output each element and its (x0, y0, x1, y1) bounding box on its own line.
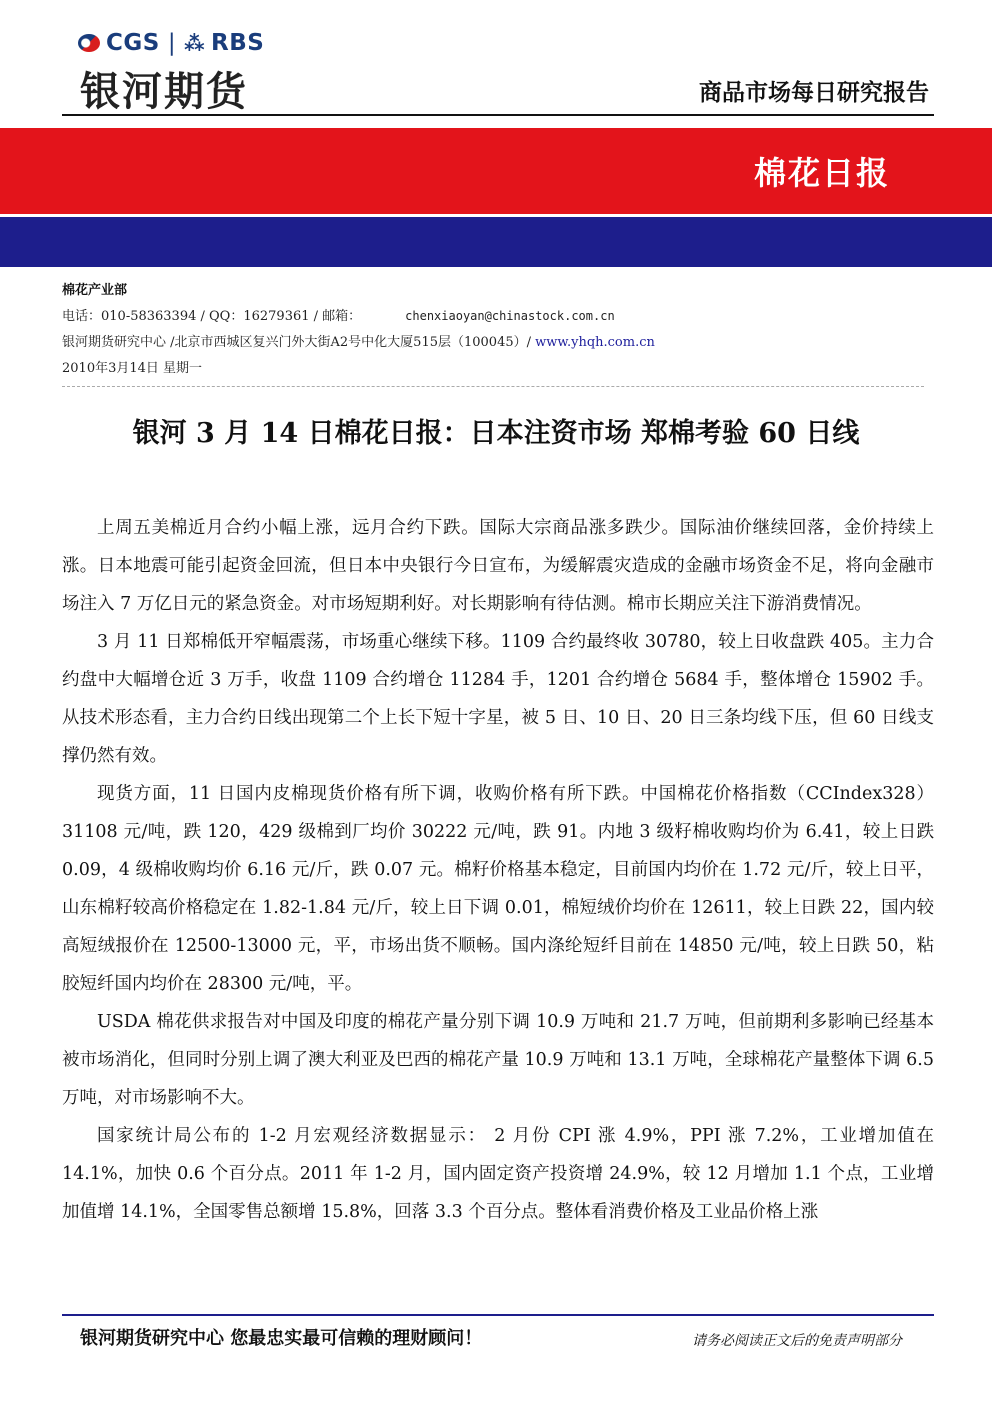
report-body (62, 509, 934, 1231)
document-title: 银河 3 月 14 日棉花日报：日本注资市场 郑棉考验 60 日线 (132, 418, 860, 449)
logo-separator: | (167, 30, 177, 56)
department: 棉花产业部 (62, 283, 128, 298)
logo-rbs-text: RBS (211, 30, 265, 56)
cgs-swirl-icon (78, 34, 100, 52)
rbs-daisy-icon: ⁂ (184, 31, 206, 55)
contact-line (62, 305, 615, 324)
contact-phone-qq: 电话：010-58363394 / QQ：16279361 / 邮箱： (62, 309, 362, 324)
contact-email[interactable]: chenxiaoyan@chinastock.com.cn (405, 309, 615, 323)
report-type: 商品市场每日研究报告 (699, 80, 929, 106)
report-date: 2010年3月14日 星期一 (62, 361, 203, 376)
logo-cgs-text: CGS (106, 30, 160, 56)
paragraph: 上周五美棉近月合约小幅上涨，远月合约下跌。国际大宗商品涨多跌少。国际油价继续回落，金价持续上涨。日本地震可能引起资金回流，但日本中央银行今日宣布，为缓解震灾造成的金融市场资金不足，将向金融市场注入 7 万亿日元的紧急资金。对市场短期利好。对长期影响有待估测。棉市长期应关注下游消费情况。 (62, 518, 934, 614)
footer-divider (62, 1314, 934, 1316)
header-divider (62, 114, 934, 116)
address-text: 银河期货研究中心 /北京市西城区复兴门外大街A2号中化大厦515层（100045）/ (62, 335, 536, 350)
banner-title: 棉花日报 (753, 154, 890, 192)
company-name: 银河期货 (80, 69, 248, 115)
navy-band (0, 217, 992, 267)
website-link[interactable]: www.yhqh.com.cn (535, 335, 655, 350)
address-line (62, 331, 655, 350)
footer-slogan: 银河期货研究中心 您最忠实最可信赖的理财顾问！ (80, 1328, 483, 1349)
company-logo (78, 30, 264, 56)
paragraph: 国家统计局公布的 1-2 月宏观经济数据显示： 2 月份 CPI 涨 4.9%，PPI 涨 7.2%，工业增加值在 14.1%，加快 0.6 个百分点。2011 年 1-2 月，国内固定资产投资增 24.9%，较 12 月增加 1.1 个点，工业增加值增 14.1%，全国零售总额增 15.8%，回落 3.3 个百分点。整体看消费价格及工业品价格上涨 (62, 1126, 934, 1222)
paragraph: 现货方面，11 日国内皮棉现货价格有所下调，收购价格有所下跌。中国棉花价格指数（CCIndex328）31108 元/吨，跌 120，429 级棉到厂均价 30222 元/吨，跌 91。内地 3 级籽棉收购均价为 6.41，较上日跌 0.09，4 级棉收购均价 6.16 元/斤，跌 0.07 元。棉籽价格基本稳定，目前国内均价在 1.72 元/斤，较上日平，山东棉籽较高价格稳定在 1.82-1.84 元/斤，较上日下调 0.01，棉短绒价均价在 12611，较上日跌 22，国内较高短绒报价在 12500-13000 元，平，市场出货不顺畅。国内涤纶短纤目前在 14850 元/吨，较上日跌 50，粘胶短纤国内均价在 28300 元/吨，平。 (62, 784, 934, 994)
paragraph: 3 月 11 日郑棉低开窄幅震荡，市场重心继续下移。1109 合约最终收 30780，较上日收盘跌 405。主力合约盘中大幅增仓近 3 万手，收盘 1109 合约增仓 11284 手，1201 合约增仓 5684 手，整体增仓 15902 手。从技术形态看，主力合约日线出现第二个上长下短十字星，被 5 日、10 日、20 日三条均线下压，但 60 日线支撑仍然有效。 (62, 632, 934, 766)
dashed-divider (62, 386, 924, 387)
footer-disclaimer-note: 请务必阅读正文后的免责声明部分 (692, 1333, 902, 1349)
paragraph: USDA 棉花供求报告对中国及印度的棉花产量分别下调 10.9 万吨和 21.7 万吨，但前期利多影响已经基本被市场消化，但同时分别上调了澳大利亚及巴西的棉花产量 10.9 万吨和 13.1 万吨，全球棉花产量整体下调 6.5 万吨，对市场影响不大。 (62, 1012, 934, 1108)
